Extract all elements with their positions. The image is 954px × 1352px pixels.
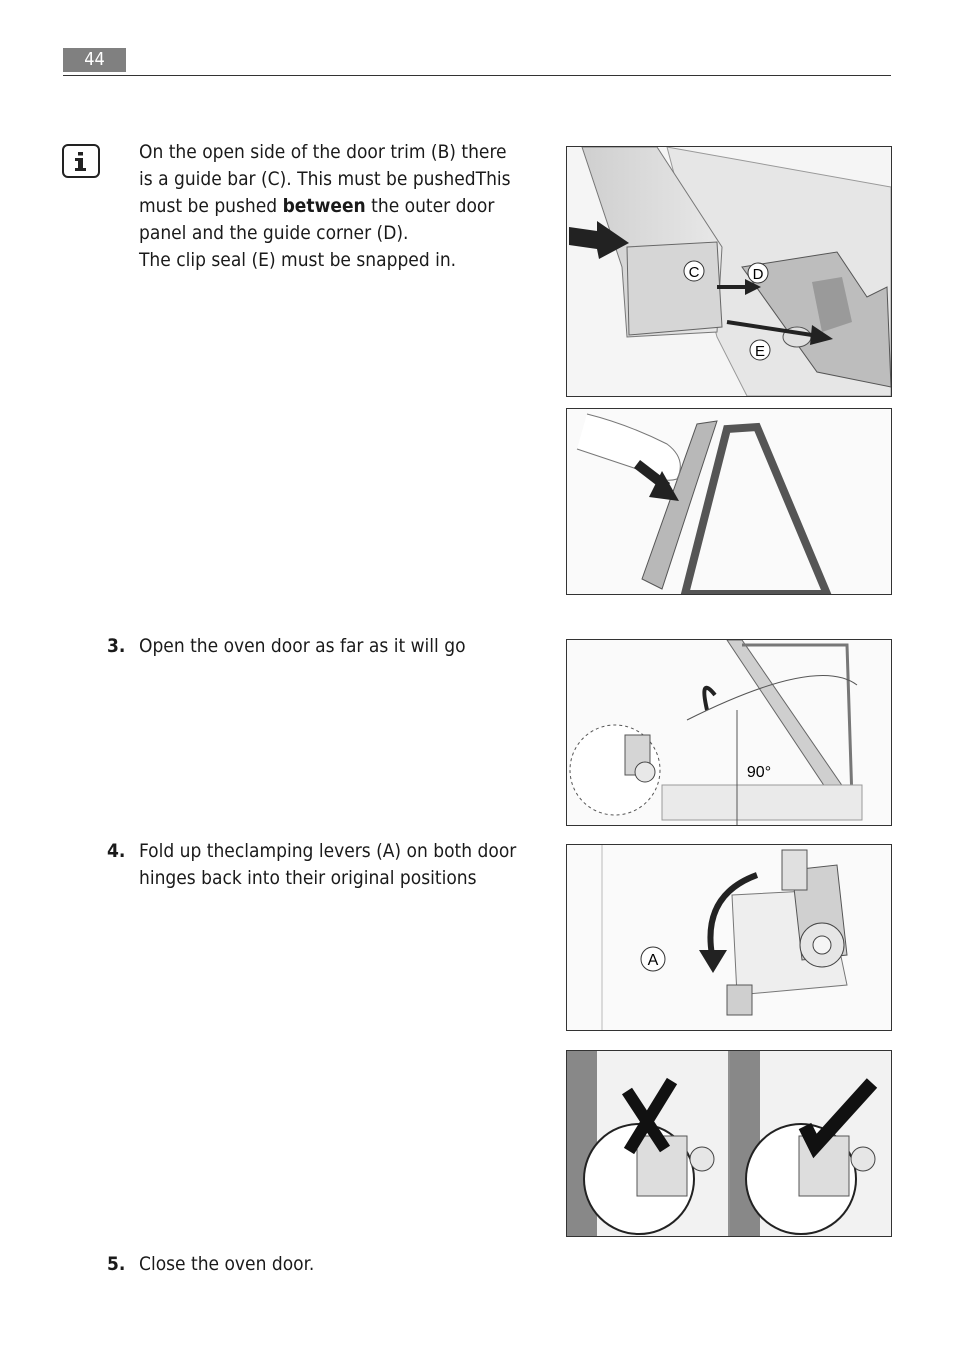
label-c: C bbox=[688, 264, 700, 281]
label-e: E bbox=[754, 343, 766, 360]
figure-door-open-90 bbox=[566, 639, 892, 826]
info-line-2: is a guide bar (C). This must be pushedThis bbox=[139, 168, 511, 190]
emphasis-between: between bbox=[282, 195, 366, 217]
step-4-number: 4. bbox=[107, 840, 126, 862]
info-line-5: The clip seal (E) must be snapped in. bbox=[139, 249, 457, 271]
info-note bbox=[139, 139, 511, 274]
info-line-1: On the open side of the door trim (B) there bbox=[139, 141, 507, 163]
info-line-4: panel and the guide corner (D). bbox=[139, 222, 409, 244]
header-rule bbox=[63, 75, 891, 76]
info-icon bbox=[62, 144, 100, 178]
figure-clamping-lever bbox=[566, 844, 892, 1031]
step-5-number: 5. bbox=[107, 1253, 126, 1275]
figure-wrong-correct bbox=[566, 1050, 892, 1237]
info-line-3: must be pushed between the outer door bbox=[139, 195, 495, 217]
label-90-degrees: 90° bbox=[746, 764, 772, 781]
step-4-text: Fold up theclamping levers (A) on both door hinges back into their original positions bbox=[139, 840, 517, 889]
step-3-number: 3. bbox=[107, 635, 126, 657]
label-a: A bbox=[647, 952, 659, 969]
page-number: 44 bbox=[63, 48, 126, 72]
figure-press-trim bbox=[566, 408, 892, 595]
step-5-text: Close the oven door. bbox=[139, 1253, 315, 1275]
figure-guide-bar bbox=[566, 146, 892, 397]
label-d: D bbox=[752, 266, 764, 283]
step-3-text: Open the oven door as far as it will go bbox=[139, 635, 466, 657]
